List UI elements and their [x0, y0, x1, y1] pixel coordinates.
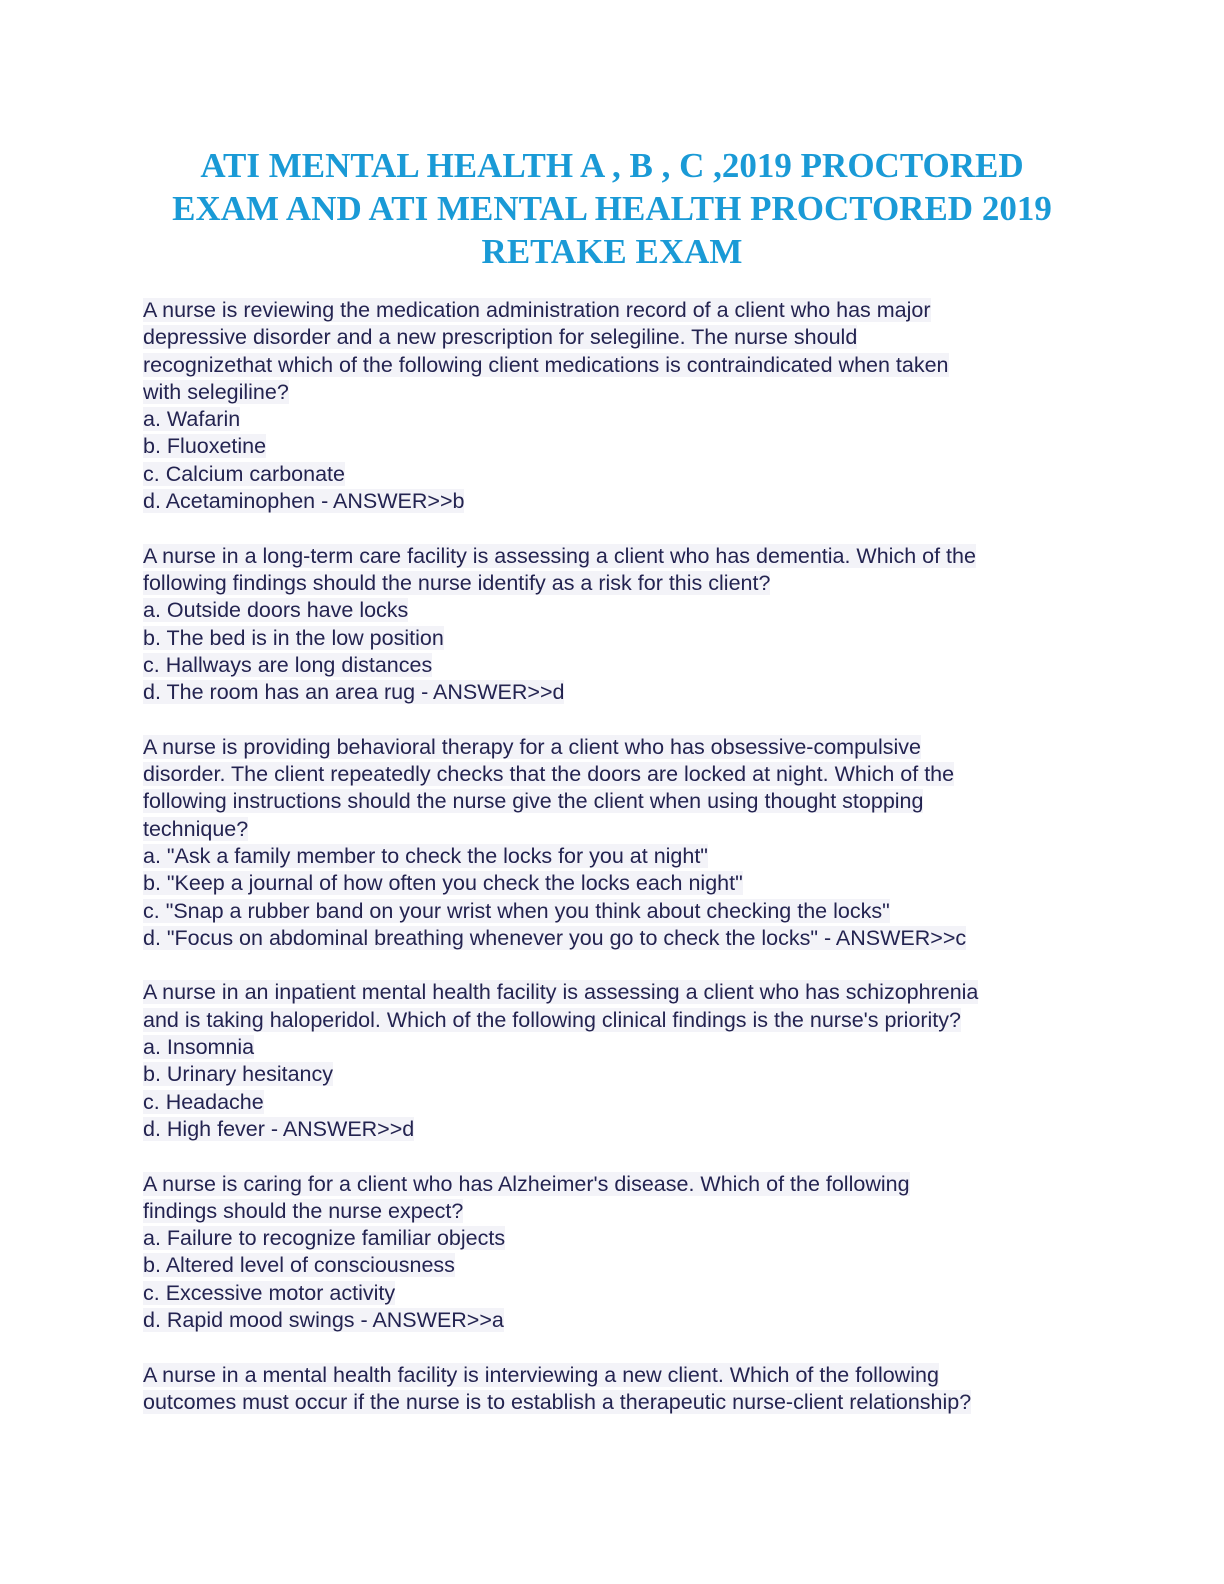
text-line: findings should the nurse expect?	[143, 1198, 464, 1223]
answer-option: c. Hallways are long distances	[143, 652, 433, 677]
answer-option: c. Headache	[143, 1089, 264, 1114]
answer-option: c. "Snap a rubber band on your wrist when you think about checking the locks"	[143, 898, 890, 923]
answer-option: d. "Focus on abdominal breathing whenever you go to check the locks" - ANSWER>>c	[143, 925, 967, 950]
answer-option: d. The room has an area rug - ANSWER>>d	[143, 680, 565, 705]
text-line: depressive disorder and a new prescription for selegiline. The nurse should	[143, 325, 858, 350]
answer-option: a. Outside doors have locks	[143, 598, 409, 623]
answer-option: c. Excessive motor activity	[143, 1280, 396, 1305]
answer-option: c. Calcium carbonate	[143, 461, 345, 486]
answer-option: b. Altered level of consciousness	[143, 1253, 455, 1278]
answer-option: b. The bed is in the low position	[143, 625, 444, 650]
text-line: A nurse in a long-term care facility is assessing a client who has dementia. Which of the	[143, 543, 976, 568]
answer-option: b. Urinary hesitancy	[143, 1062, 333, 1087]
questions-body	[143, 297, 1103, 1443]
question-block	[143, 543, 1103, 707]
question-block	[143, 1171, 1103, 1335]
question-block	[143, 734, 1103, 952]
answer-option: b. "Keep a journal of how often you check the locks each night"	[143, 871, 743, 896]
text-line: A nurse is providing behavioral therapy for a client who has obsessive-compulsive	[143, 734, 921, 759]
answer-option: d. Acetaminophen - ANSWER>>b	[143, 489, 465, 514]
question-block	[143, 297, 1103, 515]
text-line: outcomes must occur if the nurse is to establish a therapeutic nurse-client relationship?	[143, 1389, 972, 1414]
answer-option: a. "Ask a family member to check the locks for you at night"	[143, 843, 708, 868]
text-line: disorder. The client repeatedly checks that the doors are locked at night. Which of the	[143, 762, 955, 787]
answer-option: d. High fever - ANSWER>>d	[143, 1116, 415, 1141]
answer-option: a. Insomnia	[143, 1035, 255, 1060]
text-line: with selegiline?	[143, 379, 289, 404]
text-line: technique?	[143, 816, 249, 841]
text-line: A nurse is reviewing the medication administration record of a client who has major	[143, 298, 931, 322]
answer-option: b. Fluoxetine	[143, 434, 267, 459]
answer-option: a. Wafarin	[143, 407, 241, 432]
question-block	[143, 1362, 1103, 1417]
text-line: A nurse in a mental health facility is interviewing a new client. Which of the following	[143, 1362, 939, 1387]
text-line: following instructions should the nurse give the client when using thought stopping	[143, 789, 924, 814]
question-block	[143, 979, 1103, 1143]
text-line: A nurse is caring for a client who has Alzheimer's disease. Which of the following	[143, 1171, 910, 1196]
answer-option: a. Failure to recognize familiar objects	[143, 1226, 506, 1251]
title-line: ATI MENTAL HEALTH A , B , C ,2019 PROCTORED	[200, 146, 1024, 185]
text-line: following findings should the nurse identify as a risk for this client?	[143, 570, 771, 595]
text-line: and is taking haloperidol. Which of the following clinical findings is the nurse's priority?	[143, 1007, 961, 1032]
text-line: recognizethat which of the following client medications is contraindicated when taken	[143, 352, 949, 377]
text-line: A nurse in an inpatient mental health facility is assessing a client who has schizophrenia	[143, 980, 979, 1005]
title-line: RETAKE EXAM	[481, 232, 743, 271]
title-line: EXAM AND ATI MENTAL HEALTH PROCTORED 2019	[172, 189, 1052, 228]
document-title	[100, 144, 1124, 273]
answer-option: d. Rapid mood swings - ANSWER>>a	[143, 1307, 504, 1332]
